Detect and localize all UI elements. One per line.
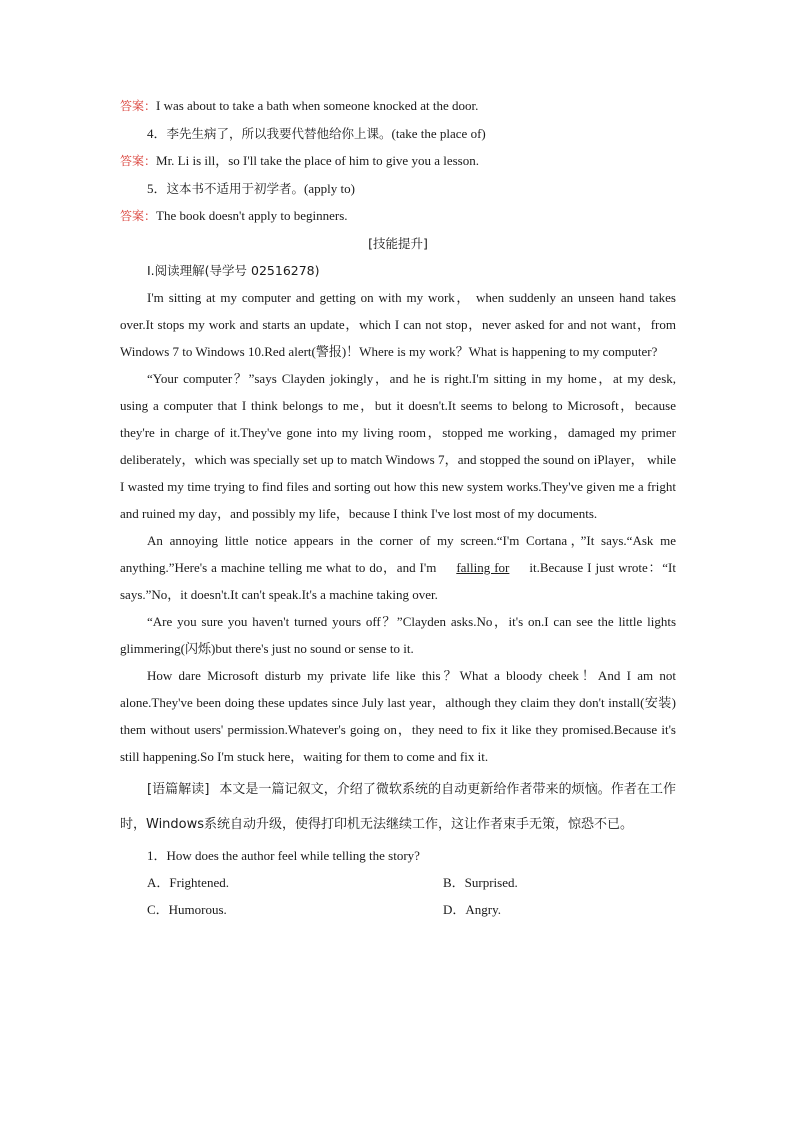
question-number: 4． [147, 126, 167, 141]
answer-line-5 [120, 202, 676, 230]
summary-text: 本文是一篇记叙文，介绍了微软系统的自动更新给作者带来的烦恼。作者在工作时，Windows系统自动升级，使得打印机无法继续工作，这让作者束手无策，惊恐不已。 [120, 782, 676, 832]
answer-text: The book doesn't apply to beginners. [156, 208, 348, 223]
option-b: B．Surprised. [443, 875, 518, 890]
option-a: A．Frightened. [147, 875, 229, 890]
question-hint: (apply to) [304, 181, 355, 196]
answer-text: Mr. Li is ill，so I'll take the place of him to give you a lesson. [156, 153, 479, 168]
answer-line-4 [120, 147, 676, 175]
paragraph-3-after: it.Because I just wrote：“It says.”No，it doesn't.It can't speak.It's a machine taking over. [120, 560, 676, 602]
section-title: [技能提升] [368, 236, 428, 251]
question-1-options [120, 869, 676, 923]
option-c: C．Humorous. [147, 902, 227, 917]
passage-summary [120, 772, 676, 842]
answer-text: I was about to take a bath when someone knocked at the door. [156, 98, 479, 113]
answer-label: 答案： [120, 154, 157, 168]
document-page [120, 92, 676, 923]
passage-paragraph-1: I'm sitting at my computer and getting on with my work， when suddenly an unseen hand takes over.It stops my work and starts an update，which I can not stop，never asked for and not want，from Windows 7 to Windows 10.Red alert(警报)！Where is my work？What is happening to my computer? [120, 290, 676, 359]
passage-paragraph-4: “Are you sure you haven't turned yours off？”Clayden asks.No，it's on.I can see the little lights glimmering(闪烁)but there's just no sound or sense to it. [120, 614, 677, 656]
option-d: D．Angry. [443, 902, 502, 917]
question-4 [120, 120, 676, 147]
question-number: 5． [147, 181, 167, 196]
underlined-phrase: falling for [456, 560, 510, 575]
reading-heading: Ⅰ.阅读理解(导学号 02516278) [147, 263, 320, 278]
answer-label: 答案： [120, 99, 157, 113]
question-chinese: 这本书不适用于初学者。 [166, 181, 305, 196]
answer-label: 答案： [120, 209, 157, 223]
summary-label: [语篇解读] [147, 782, 210, 797]
passage-paragraph-2: “Your computer？”says Clayden jokingly，and he is right.I'm sitting in my home，at my desk, using a computer that I think belongs to me，but it doesn't.It seems to belong to Microsoft，because they're in charge of it.They've gone into my living room，stopped me working，damaged my primer deliberately，which was specially set up to match Windows 7，and stopped the sound on iPlayer， while I wasted my time trying to find files and sorting out how this new system works.They've given me a fright and ruined my day，and possibly my life，because I think I've lost most of my documents. [120, 371, 676, 521]
question-1-stem: 1．How does the author feel while telling the story? [147, 848, 420, 863]
question-hint: (take the place of) [391, 126, 486, 141]
paragraph-3-before: An annoying little notice appears in the corner of my screen.“I'm Cortana，”It says.“Ask me anything.”Here's a machine telling me what to do，and I'm [120, 533, 676, 575]
answer-line-3 [120, 92, 676, 120]
passage-paragraph-5: How dare Microsoft disturb my private life like this？What a bloody cheek！And I am not alone.They've been doing these updates since July last year，although they claim they don't install(安装) them without users' permission.Whatever's going on，they need to fix it like they promised.Because it's still happening.So I'm stuck here，waiting for them to come and fix it. [120, 668, 676, 764]
passage-paragraph-3 [120, 527, 676, 608]
question-5 [120, 175, 676, 202]
question-chinese: 李先生病了，所以我要代替他给你上课。 [166, 126, 392, 141]
